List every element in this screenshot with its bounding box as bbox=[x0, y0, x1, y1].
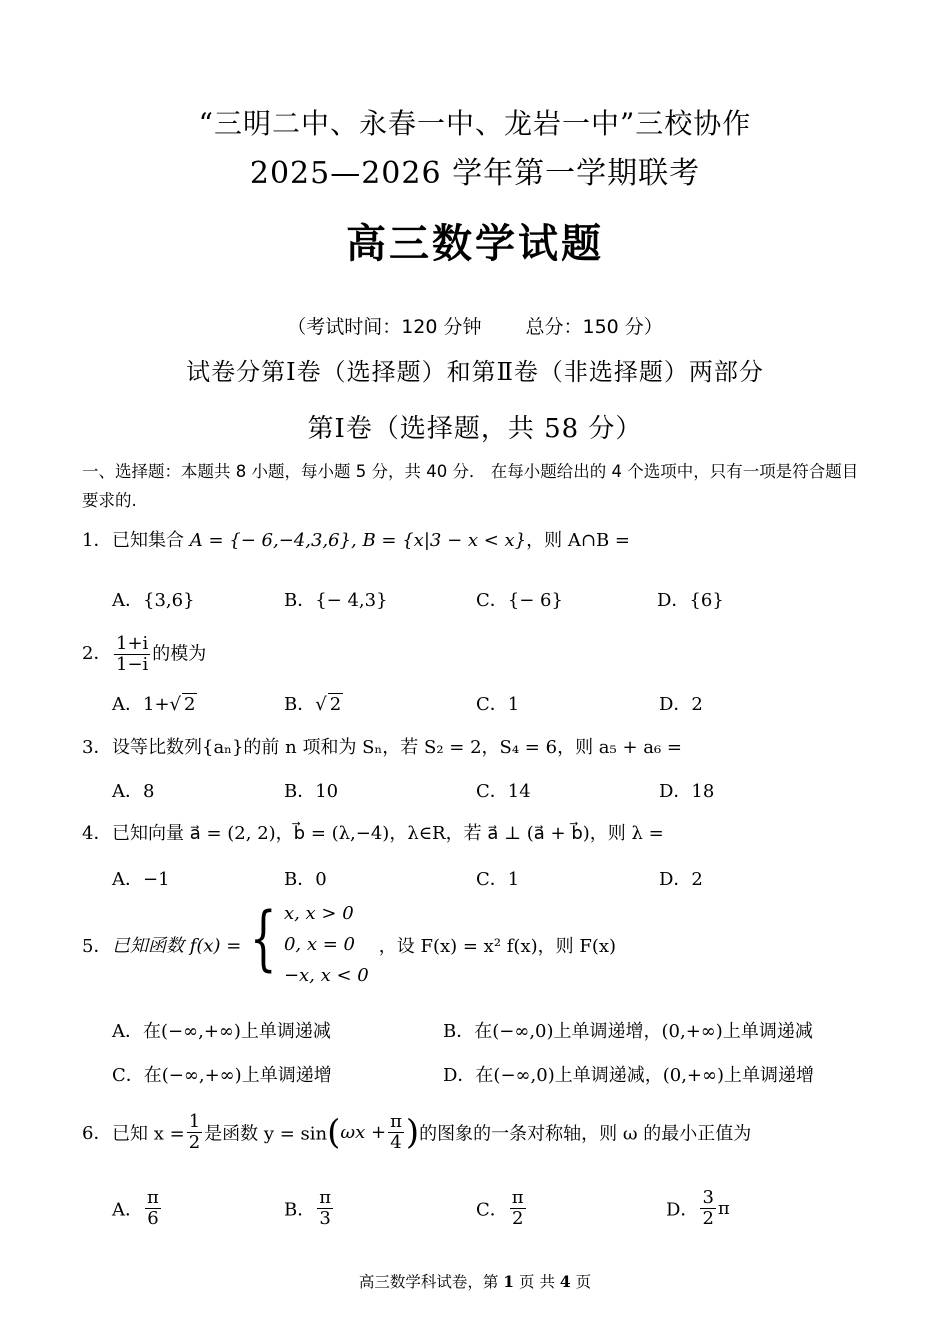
question-stem-prefix: 已知 x = bbox=[112, 1123, 185, 1145]
fraction-numerator: 3 bbox=[702, 1187, 714, 1208]
set-b: B = {x|3 − x < x} bbox=[362, 530, 527, 551]
fraction bbox=[317, 1188, 333, 1229]
question-5 bbox=[82, 898, 616, 991]
piecewise-function bbox=[241, 898, 368, 991]
option-c[interactable] bbox=[476, 1188, 528, 1229]
fraction-denominator: 1−i bbox=[116, 653, 149, 675]
question-stem-prefix: 已知函数 f(x) = bbox=[112, 935, 242, 957]
option-b[interactable]: B．{− 4,3} bbox=[284, 590, 388, 611]
fraction bbox=[388, 1112, 404, 1153]
question-number: 3． bbox=[82, 737, 112, 758]
question-stem-suffix: ，则 A∩B = bbox=[526, 530, 630, 551]
question-number: 6． bbox=[82, 1123, 112, 1145]
fraction bbox=[145, 1188, 161, 1229]
sqrt-value: 2 bbox=[184, 694, 196, 715]
fraction-denominator: 6 bbox=[147, 1207, 159, 1229]
option-label: B． bbox=[284, 1199, 316, 1221]
question-4 bbox=[82, 819, 664, 845]
option-b[interactable] bbox=[284, 1188, 335, 1229]
fraction-denominator: 4 bbox=[390, 1131, 402, 1153]
fraction-denominator: 3 bbox=[319, 1207, 331, 1229]
term-title: 2025—2026 学年第一学期联考 bbox=[249, 156, 701, 191]
question-number: 1． bbox=[82, 530, 112, 551]
parts-note: 试卷分第Ⅰ卷（选择题）和第Ⅱ卷（非选择题）两部分 bbox=[186, 358, 764, 386]
piecewise-cases bbox=[284, 898, 369, 991]
option-d[interactable]: D．在(−∞,0)上单调递减，(0,+∞)上单调递增 bbox=[443, 1065, 815, 1086]
pi-symbol: π bbox=[717, 1197, 730, 1219]
case-1: x, x > 0 bbox=[283, 903, 354, 924]
option-c[interactable]: C．14 bbox=[476, 781, 531, 802]
option-a[interactable]: A．在(−∞,+∞)上单调递减 bbox=[112, 1021, 331, 1042]
footer-suffix: 页 bbox=[575, 1273, 592, 1291]
footer-prefix: 高三数学科试卷，第 bbox=[358, 1273, 499, 1291]
option-d[interactable] bbox=[666, 1188, 730, 1229]
fraction-numerator: 1+i bbox=[116, 633, 149, 654]
exam-info bbox=[0, 312, 950, 339]
option-a[interactable]: A．{3,6} bbox=[112, 590, 195, 611]
inner-expression: ωx + bbox=[340, 1121, 387, 1143]
option-b[interactable] bbox=[284, 690, 343, 716]
fraction bbox=[187, 1112, 202, 1153]
left-brace: { bbox=[250, 897, 278, 979]
question-stem-suffix: 的图象的一条对称轴，则 ω 的最小正值为 bbox=[419, 1123, 752, 1145]
fraction-numerator: π bbox=[319, 1187, 332, 1208]
option-b[interactable]: B．10 bbox=[284, 781, 339, 802]
school-collab-title: “三明二中、永春一中、龙岩一中”三校协作 bbox=[198, 107, 752, 140]
fraction bbox=[510, 1188, 526, 1229]
footer-page-number: 1 bbox=[503, 1272, 515, 1291]
option-label: D． bbox=[666, 1199, 699, 1221]
option-c[interactable]: C．1 bbox=[476, 694, 520, 715]
option-a[interactable]: A．8 bbox=[112, 781, 155, 802]
fraction-denominator: 2 bbox=[702, 1207, 714, 1229]
option-label: C． bbox=[476, 1199, 508, 1221]
case-2: 0, x = 0 bbox=[283, 934, 355, 955]
case-3: −x, x < 0 bbox=[283, 965, 369, 986]
question-3 bbox=[82, 733, 682, 759]
fraction bbox=[700, 1188, 715, 1229]
section-instructions: 一、选择题：本题共 8 小题，每小题 5 分，共 40 分． 在每小题给出的 4 个选项中，只有一项是符合题目要求的. bbox=[82, 462, 859, 510]
left-paren: ( bbox=[327, 1112, 341, 1153]
option-a[interactable]: A．−1 bbox=[112, 869, 170, 890]
sqrt-value: 2 bbox=[329, 694, 342, 715]
option-d[interactable]: D．{6} bbox=[657, 590, 724, 611]
page-title: 高三数学试题 bbox=[346, 220, 604, 267]
question-6 bbox=[82, 1112, 751, 1153]
option-label: A． bbox=[112, 1199, 143, 1221]
option-b[interactable]: B．在(−∞,0)上单调递增，(0,+∞)上单调递减 bbox=[443, 1021, 813, 1042]
total-score: 总分：150 分） bbox=[525, 316, 663, 338]
option-label: B． bbox=[284, 694, 316, 715]
fraction bbox=[114, 634, 150, 675]
exam-time: （考试时间：120 分钟 bbox=[287, 316, 482, 338]
question-2 bbox=[82, 634, 206, 675]
question-stem: 设等比数列{aₙ}的前 n 项和为 Sₙ，若 S₂ = 2，S₄ = 6，则 a₅ + a₆ = bbox=[112, 737, 683, 758]
footer-total-pages: 4 bbox=[559, 1272, 571, 1291]
option-d[interactable]: D．2 bbox=[659, 869, 703, 890]
option-label: A．1+ bbox=[112, 694, 170, 715]
set-a: A = {− 6,−4,3,6}, bbox=[189, 530, 363, 551]
question-number: 4． bbox=[82, 823, 112, 844]
sqrt-symbol: √ bbox=[169, 694, 182, 715]
option-c[interactable]: C．在(−∞,+∞)上单调递增 bbox=[112, 1065, 332, 1086]
question-stem-mid: 是函数 y = sin bbox=[204, 1123, 328, 1145]
question-number: 2． bbox=[82, 643, 112, 665]
footer-middle: 页 共 bbox=[519, 1273, 555, 1291]
option-a[interactable] bbox=[112, 1188, 163, 1229]
option-d[interactable]: D．18 bbox=[659, 781, 715, 802]
fraction-numerator: 1 bbox=[188, 1111, 201, 1132]
option-c[interactable]: C．1 bbox=[476, 869, 520, 890]
option-a[interactable] bbox=[112, 690, 197, 716]
question-number: 5． bbox=[82, 935, 112, 957]
question-stem-suffix: 的模为 bbox=[152, 643, 207, 665]
question-stem-suffix: ，设 F(x) = x² f(x)，则 F(x) bbox=[378, 935, 617, 957]
option-b[interactable]: B．0 bbox=[284, 869, 327, 890]
question-stem: 已知向量 a⃗ = (2, 2)，b⃗ = (λ,−4)，λ∈R，若 a⃗ ⊥ (a⃗ + b⃗)，则 λ = bbox=[112, 823, 664, 844]
fraction-denominator: 2 bbox=[188, 1131, 201, 1153]
sqrt-symbol: √ bbox=[315, 694, 327, 715]
question-1 bbox=[82, 526, 630, 552]
question-stem-prefix: 已知集合 bbox=[112, 530, 184, 551]
volume-title: 第Ⅰ卷（选择题，共 58 分） bbox=[307, 414, 643, 444]
fraction-numerator: π bbox=[147, 1187, 159, 1208]
right-paren: ) bbox=[405, 1112, 420, 1153]
option-d[interactable]: D．2 bbox=[659, 694, 703, 715]
option-c[interactable]: C．{− 6} bbox=[476, 590, 563, 611]
fraction-denominator: 2 bbox=[511, 1207, 524, 1229]
page-footer bbox=[0, 1270, 950, 1292]
fraction-numerator: π bbox=[390, 1111, 402, 1132]
fraction-numerator: π bbox=[511, 1187, 524, 1208]
